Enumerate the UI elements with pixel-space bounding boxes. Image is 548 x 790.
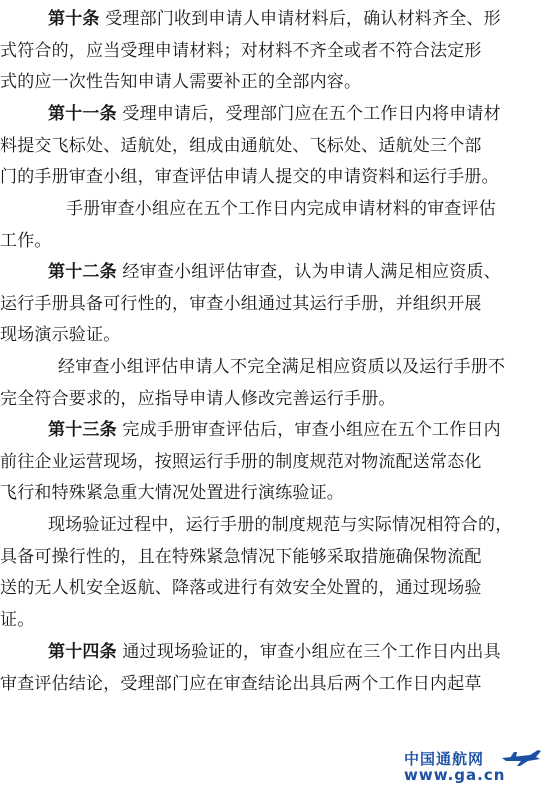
text-line: [0, 289, 548, 321]
paragraph: [0, 352, 548, 415]
line-text: 通过现场验证的，审查小组应在三个工作日内出具: [116, 642, 501, 662]
line-text: 证。: [0, 610, 35, 631]
article-number: 第十条: [48, 9, 100, 29]
text-line: [0, 67, 548, 99]
text-line: [0, 352, 548, 384]
text-line: [0, 510, 548, 542]
site-watermark: [404, 746, 542, 786]
text-line: [0, 226, 548, 258]
text-line: [0, 194, 548, 226]
text-line: [0, 605, 548, 637]
line-text: 前往企业运营现场，按照运行手册的制度规范对物流配送常态化: [0, 451, 482, 472]
text-line: [0, 542, 548, 574]
paragraph: [0, 415, 548, 510]
paragraph: [0, 4, 548, 99]
text-line: [0, 669, 548, 701]
line-text: 现场验证过程中，运行手册的制度规范与实际情况相符合的，: [48, 515, 513, 535]
text-line: [0, 99, 548, 131]
line-text: 完成手册审查评估后，审查小组应在五个工作日内: [116, 420, 501, 440]
line-text: 经审查小组评估审查，认为申请人满足相应资质、: [116, 262, 501, 282]
paragraph: [0, 99, 548, 194]
line-text: 具备可操行性的，且在特殊紧急情况下能够采取措施确保物流配: [0, 546, 482, 567]
text-line: [0, 384, 548, 416]
line-text: 现场演示验证。: [0, 325, 121, 346]
line-text: 手册审查小组应在五个工作日内完成申请材料的审查评估: [66, 199, 496, 219]
watermark-site-name: 中国通航网: [404, 750, 485, 768]
line-text: 送的无人机安全返航、降落或进行有效安全处置的，通过现场验: [0, 578, 482, 599]
line-text: 工作。: [0, 230, 52, 251]
paragraph: [0, 194, 548, 257]
text-line: [0, 320, 548, 352]
text-line: [0, 478, 548, 510]
line-text: 运行手册具备可行性的，审查小组通过其运行手册，并组织开展: [0, 293, 482, 314]
paragraph: [0, 637, 548, 700]
text-line: [0, 36, 548, 68]
line-text: 料提交飞标处、适航处，组成由通航处、飞标处、适航处三个部: [0, 135, 482, 156]
text-line: [0, 162, 548, 194]
text-line: [0, 4, 548, 36]
article-number: 第十一条: [48, 104, 117, 124]
text-line: [0, 257, 548, 289]
airplane-icon: [500, 746, 542, 768]
text-line: [0, 131, 548, 163]
article-number: 第十四条: [48, 642, 117, 662]
text-line: [0, 415, 548, 447]
line-text: 经审查小组评估申请人不完全满足相应资质以及运行手册不: [58, 357, 506, 377]
text-line: [0, 637, 548, 669]
paragraph: [0, 510, 548, 637]
text-line: [0, 573, 548, 605]
text-line: [0, 447, 548, 479]
watermark-url: www.ga.cn: [404, 766, 506, 784]
line-text: 受理部门收到申请人申请材料后，确认材料齐全、形: [99, 9, 501, 29]
line-text: 受理申请后，受理部门应在五个工作日内将申请材: [116, 104, 501, 124]
line-text: 门的手册审查小组，审查评估申请人提交的申请资料和运行手册。: [0, 167, 499, 188]
line-text: 审查评估结论，受理部门应在审查结论出具后两个工作日内起草: [0, 673, 482, 694]
article-number: 第十三条: [48, 420, 117, 440]
paragraph: [0, 257, 548, 352]
line-text: 飞行和特殊紧急重大情况处置进行演练验证。: [0, 483, 344, 504]
line-text: 完全符合要求的，应指导申请人修改完善运行手册。: [0, 388, 396, 409]
line-text: 式符合的，应当受理申请材料；对材料不齐全或者不符合法定形: [0, 40, 482, 61]
line-text: 式的应一次性告知申请人需要补正的全部内容。: [0, 72, 362, 93]
article-number: 第十二条: [48, 262, 117, 282]
